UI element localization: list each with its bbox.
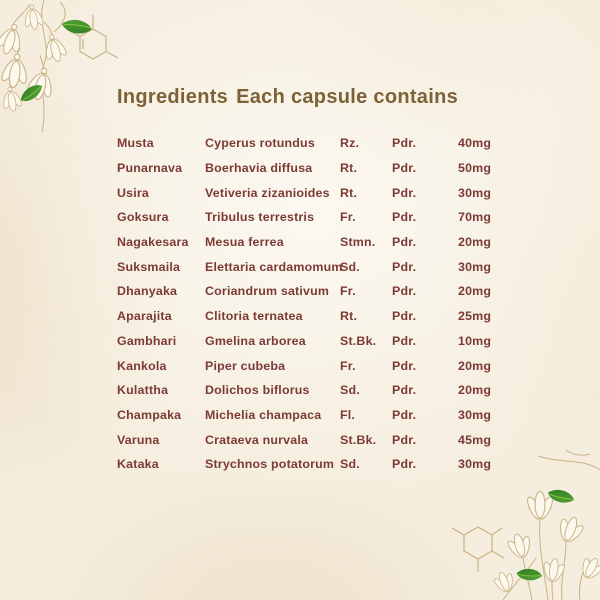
floral-decoration-top-left xyxy=(0,0,148,145)
ingredient-row xyxy=(117,156,491,181)
ingredient-quantity: 45mg xyxy=(458,432,492,447)
ingredient-form: Pdr. xyxy=(392,259,417,274)
stem-lines xyxy=(503,450,600,600)
ingredient-row xyxy=(117,230,491,255)
ingredient-botanical-name: Cyperus rotundus xyxy=(205,136,315,151)
molecule-icon xyxy=(452,527,504,572)
page-title xyxy=(117,86,458,109)
ingredient-form: Pdr. xyxy=(392,136,417,151)
ingredient-common-name: Usira xyxy=(117,185,149,200)
ingredient-form: Pdr. xyxy=(392,284,417,299)
ingredient-form: Pdr. xyxy=(392,161,417,176)
ingredient-form: Pdr. xyxy=(392,432,417,447)
ingredient-quantity: 30mg xyxy=(458,185,492,200)
ingredient-plant-part: Fr. xyxy=(340,284,356,299)
ingredient-row xyxy=(117,279,491,304)
ingredient-plant-part: Sd. xyxy=(340,383,360,398)
vine-lines xyxy=(10,0,65,132)
ingredient-common-name: Kankola xyxy=(117,358,167,373)
ingredient-common-name: Punarnava xyxy=(117,161,183,176)
leaf-icon xyxy=(516,567,543,583)
ingredient-common-name: Aparajita xyxy=(117,309,172,324)
ingredient-form: Pdr. xyxy=(392,457,417,472)
ingredient-quantity: 30mg xyxy=(458,407,492,422)
ingredient-form: Pdr. xyxy=(392,407,417,422)
ingredient-common-name: Dhanyaka xyxy=(117,284,178,299)
ingredient-botanical-name: Elettaria cardamomum xyxy=(205,259,343,274)
ingredient-common-name: Champaka xyxy=(117,407,182,422)
ingredient-botanical-name: Tribulus terrestris xyxy=(205,210,315,225)
ingredient-common-name: Gambhari xyxy=(117,333,177,348)
ingredient-botanical-name: Clitoria ternatea xyxy=(205,309,303,324)
ingredient-botanical-name: Crataeva nurvala xyxy=(205,432,309,447)
ingredient-quantity: 20mg xyxy=(458,358,492,373)
ingredient-botanical-name: Boerhavia diffusa xyxy=(205,161,313,176)
ingredient-common-name: Nagakesara xyxy=(117,235,189,250)
ingredient-common-name: Varuna xyxy=(117,432,160,447)
ingredient-botanical-name: Vetiveria zizanioides xyxy=(205,185,330,200)
ingredient-botanical-name: Mesua ferrea xyxy=(205,235,284,250)
ingredient-row xyxy=(117,378,491,403)
ingredient-common-name: Musta xyxy=(117,136,154,151)
ingredient-plant-part: St.Bk. xyxy=(340,333,377,348)
ingredient-row xyxy=(117,427,491,452)
title-each-capsule-contains: Each capsule contains xyxy=(236,86,459,108)
ingredient-plant-part: St.Bk. xyxy=(340,432,377,447)
ingredient-row xyxy=(117,205,491,230)
ingredient-botanical-name: Michelia champaca xyxy=(205,407,322,422)
ingredient-plant-part: Fr. xyxy=(340,358,356,373)
ingredient-form: Pdr. xyxy=(392,235,417,250)
ingredient-quantity: 30mg xyxy=(458,259,492,274)
ingredient-plant-part: Fl. xyxy=(340,407,356,422)
ingredient-quantity: 20mg xyxy=(458,383,492,398)
ingredient-common-name: Suksmaila xyxy=(117,259,181,274)
ingredient-plant-part: Rt. xyxy=(340,161,358,176)
ingredient-row xyxy=(117,254,491,279)
ingredient-quantity: 70mg xyxy=(458,210,492,225)
ingredient-form: Pdr. xyxy=(392,185,417,200)
flower-icons xyxy=(0,4,70,113)
ingredient-form: Pdr. xyxy=(392,358,417,373)
ingredient-plant-part: Rt. xyxy=(340,309,358,324)
title-ingredients: Ingredients xyxy=(117,86,229,108)
ingredient-row xyxy=(117,353,491,378)
leaf-icon xyxy=(17,82,45,105)
ingredient-quantity: 30mg xyxy=(458,457,492,472)
ingredient-quantity: 20mg xyxy=(458,235,492,250)
ingredient-quantity: 25mg xyxy=(458,309,492,324)
leaf-icon xyxy=(61,16,93,36)
molecule-icon xyxy=(68,15,118,59)
flower-icons xyxy=(491,491,600,596)
ingredient-botanical-name: Dolichos biflorus xyxy=(205,383,310,398)
ingredient-plant-part: Fr. xyxy=(340,210,356,225)
ingredient-quantity: 40mg xyxy=(458,136,492,151)
ingredient-row xyxy=(117,452,491,477)
leaf-icon xyxy=(546,486,576,507)
ingredient-row xyxy=(117,180,491,205)
ingredient-row xyxy=(117,329,491,354)
ingredient-botanical-name: Piper cubeba xyxy=(205,358,286,373)
ingredient-quantity: 20mg xyxy=(458,284,492,299)
ingredient-form: Pdr. xyxy=(392,333,417,348)
ingredient-common-name: Goksura xyxy=(117,210,169,225)
ingredient-botanical-name: Coriandrum sativum xyxy=(205,284,330,299)
ingredient-common-name: Kataka xyxy=(117,457,159,472)
ingredients-table xyxy=(117,131,491,477)
ingredient-row xyxy=(117,304,491,329)
ingredient-form: Pdr. xyxy=(392,383,417,398)
ingredient-plant-part: Stmn. xyxy=(340,235,376,250)
ingredient-form: Pdr. xyxy=(392,309,417,324)
ingredient-botanical-name: Gmelina arborea xyxy=(205,333,306,348)
ingredient-plant-part: Sd. xyxy=(340,457,360,472)
ingredient-common-name: Kulattha xyxy=(117,383,169,398)
ingredient-botanical-name: Strychnos potatorum xyxy=(205,457,335,472)
ingredient-quantity: 50mg xyxy=(458,161,492,176)
ingredient-quantity: 10mg xyxy=(458,333,492,348)
ingredient-row xyxy=(117,403,491,428)
ingredient-plant-part: Rz. xyxy=(340,136,360,151)
ingredient-plant-part: Rt. xyxy=(340,185,358,200)
ingredient-plant-part: Sd. xyxy=(340,259,360,274)
ingredient-row xyxy=(117,131,491,156)
ingredient-form: Pdr. xyxy=(392,210,417,225)
